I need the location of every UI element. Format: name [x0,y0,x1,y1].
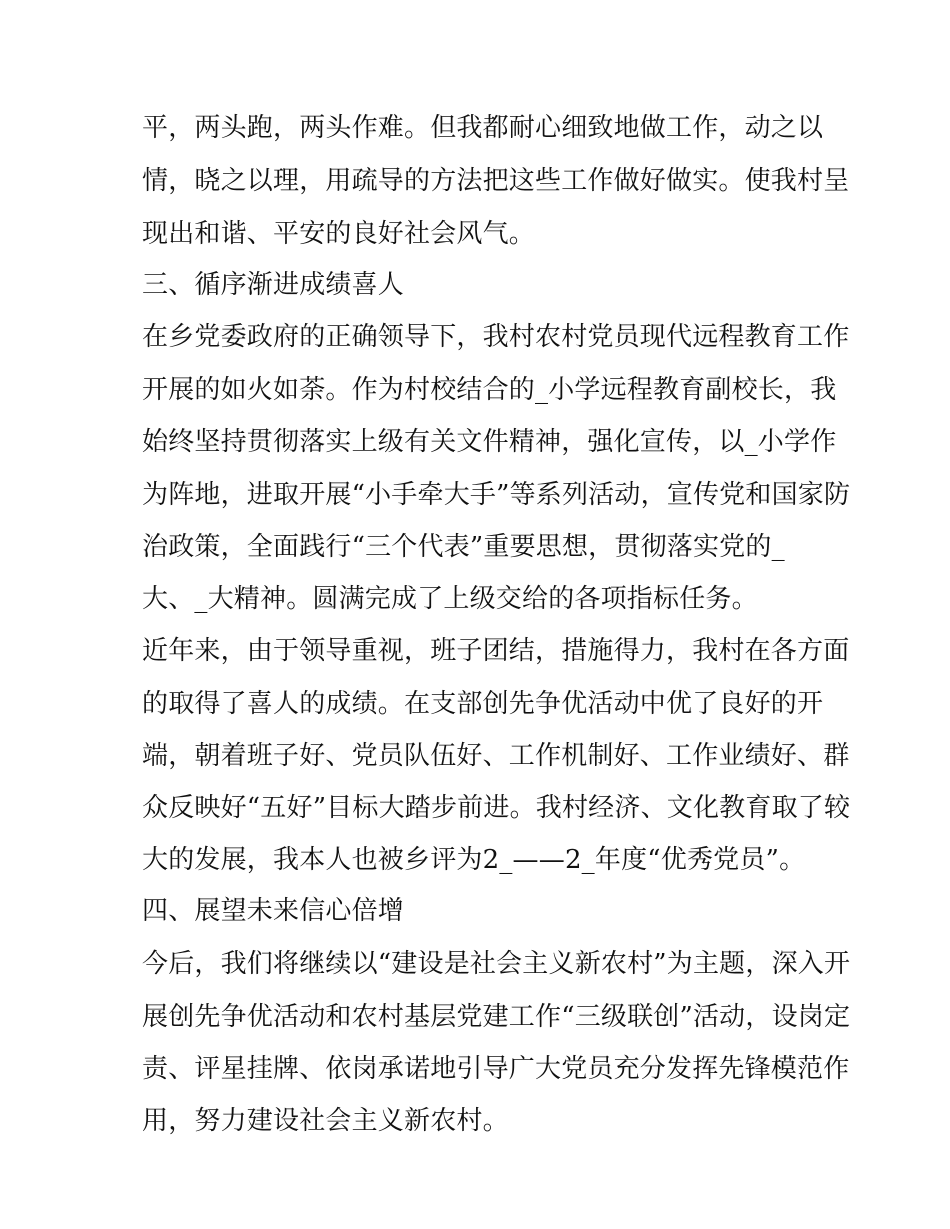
text-line: 端，朝着班子好、党员队伍好、工作机制好、工作业绩好、群 [142,741,850,771]
text-line: 为阵地，进取开展“小手牵大手”等系列活动，宣传党和国家防 [142,480,851,510]
text-line: 众反映好“五好”目标大踏步前进。我村经济、文化教育取了较 [142,793,851,823]
text-line: 近年来，由于领导重视，班子团结，措施得力，我村在各方面 [142,636,850,666]
text-line: 开展的如火如荼。作为村校结合的_小学远程教育副校长，我 [142,375,837,405]
text-line: 始终坚持贯彻落实上级有关文件精神，强化宣传，以_小学作 [142,427,837,457]
text-line: 责、评星挂牌、依岗承诺地引导广大党员充分发挥先锋模范作 [142,1054,850,1084]
section-heading: 三、循序渐进成绩喜人 [142,270,405,300]
text-line: 大的发展，我本人也被乡评为2_——2_年度“优秀党员”。 [142,845,806,875]
text-line: 治政策，全面践行“三个代表”重要思想，贯彻落实党的_ [142,532,785,562]
text-line: 的取得了喜人的成绩。在支部创先争优活动中优了良好的开 [142,689,824,719]
section-heading: 四、展望未来信心倍增 [142,896,405,926]
text-line: 大、_大精神。圆满完成了上级交给的各项指标任务。 [142,584,758,614]
text-line: 用，努力建设社会主义新农村。 [142,1106,509,1136]
text-line: 现出和谐、平安的良好社会风气。 [142,219,536,249]
text-line: 今后，我们将继续以“建设是社会主义新农村”为主题，深入开 [142,949,851,979]
text-line: 在乡党委政府的正确领导下，我村农村党员现代远程教育工作 [142,322,850,352]
text-line: 情，晓之以理，用疏导的方法把这些工作做好做实。使我村呈 [142,166,850,196]
text-line: 平，两头跑，两头作难。但我都耐心细致地做工作，动之以 [142,113,824,143]
text-line: 展创先争优活动和农村基层党建工作“三级联创”活动，设岗定 [142,1002,851,1032]
